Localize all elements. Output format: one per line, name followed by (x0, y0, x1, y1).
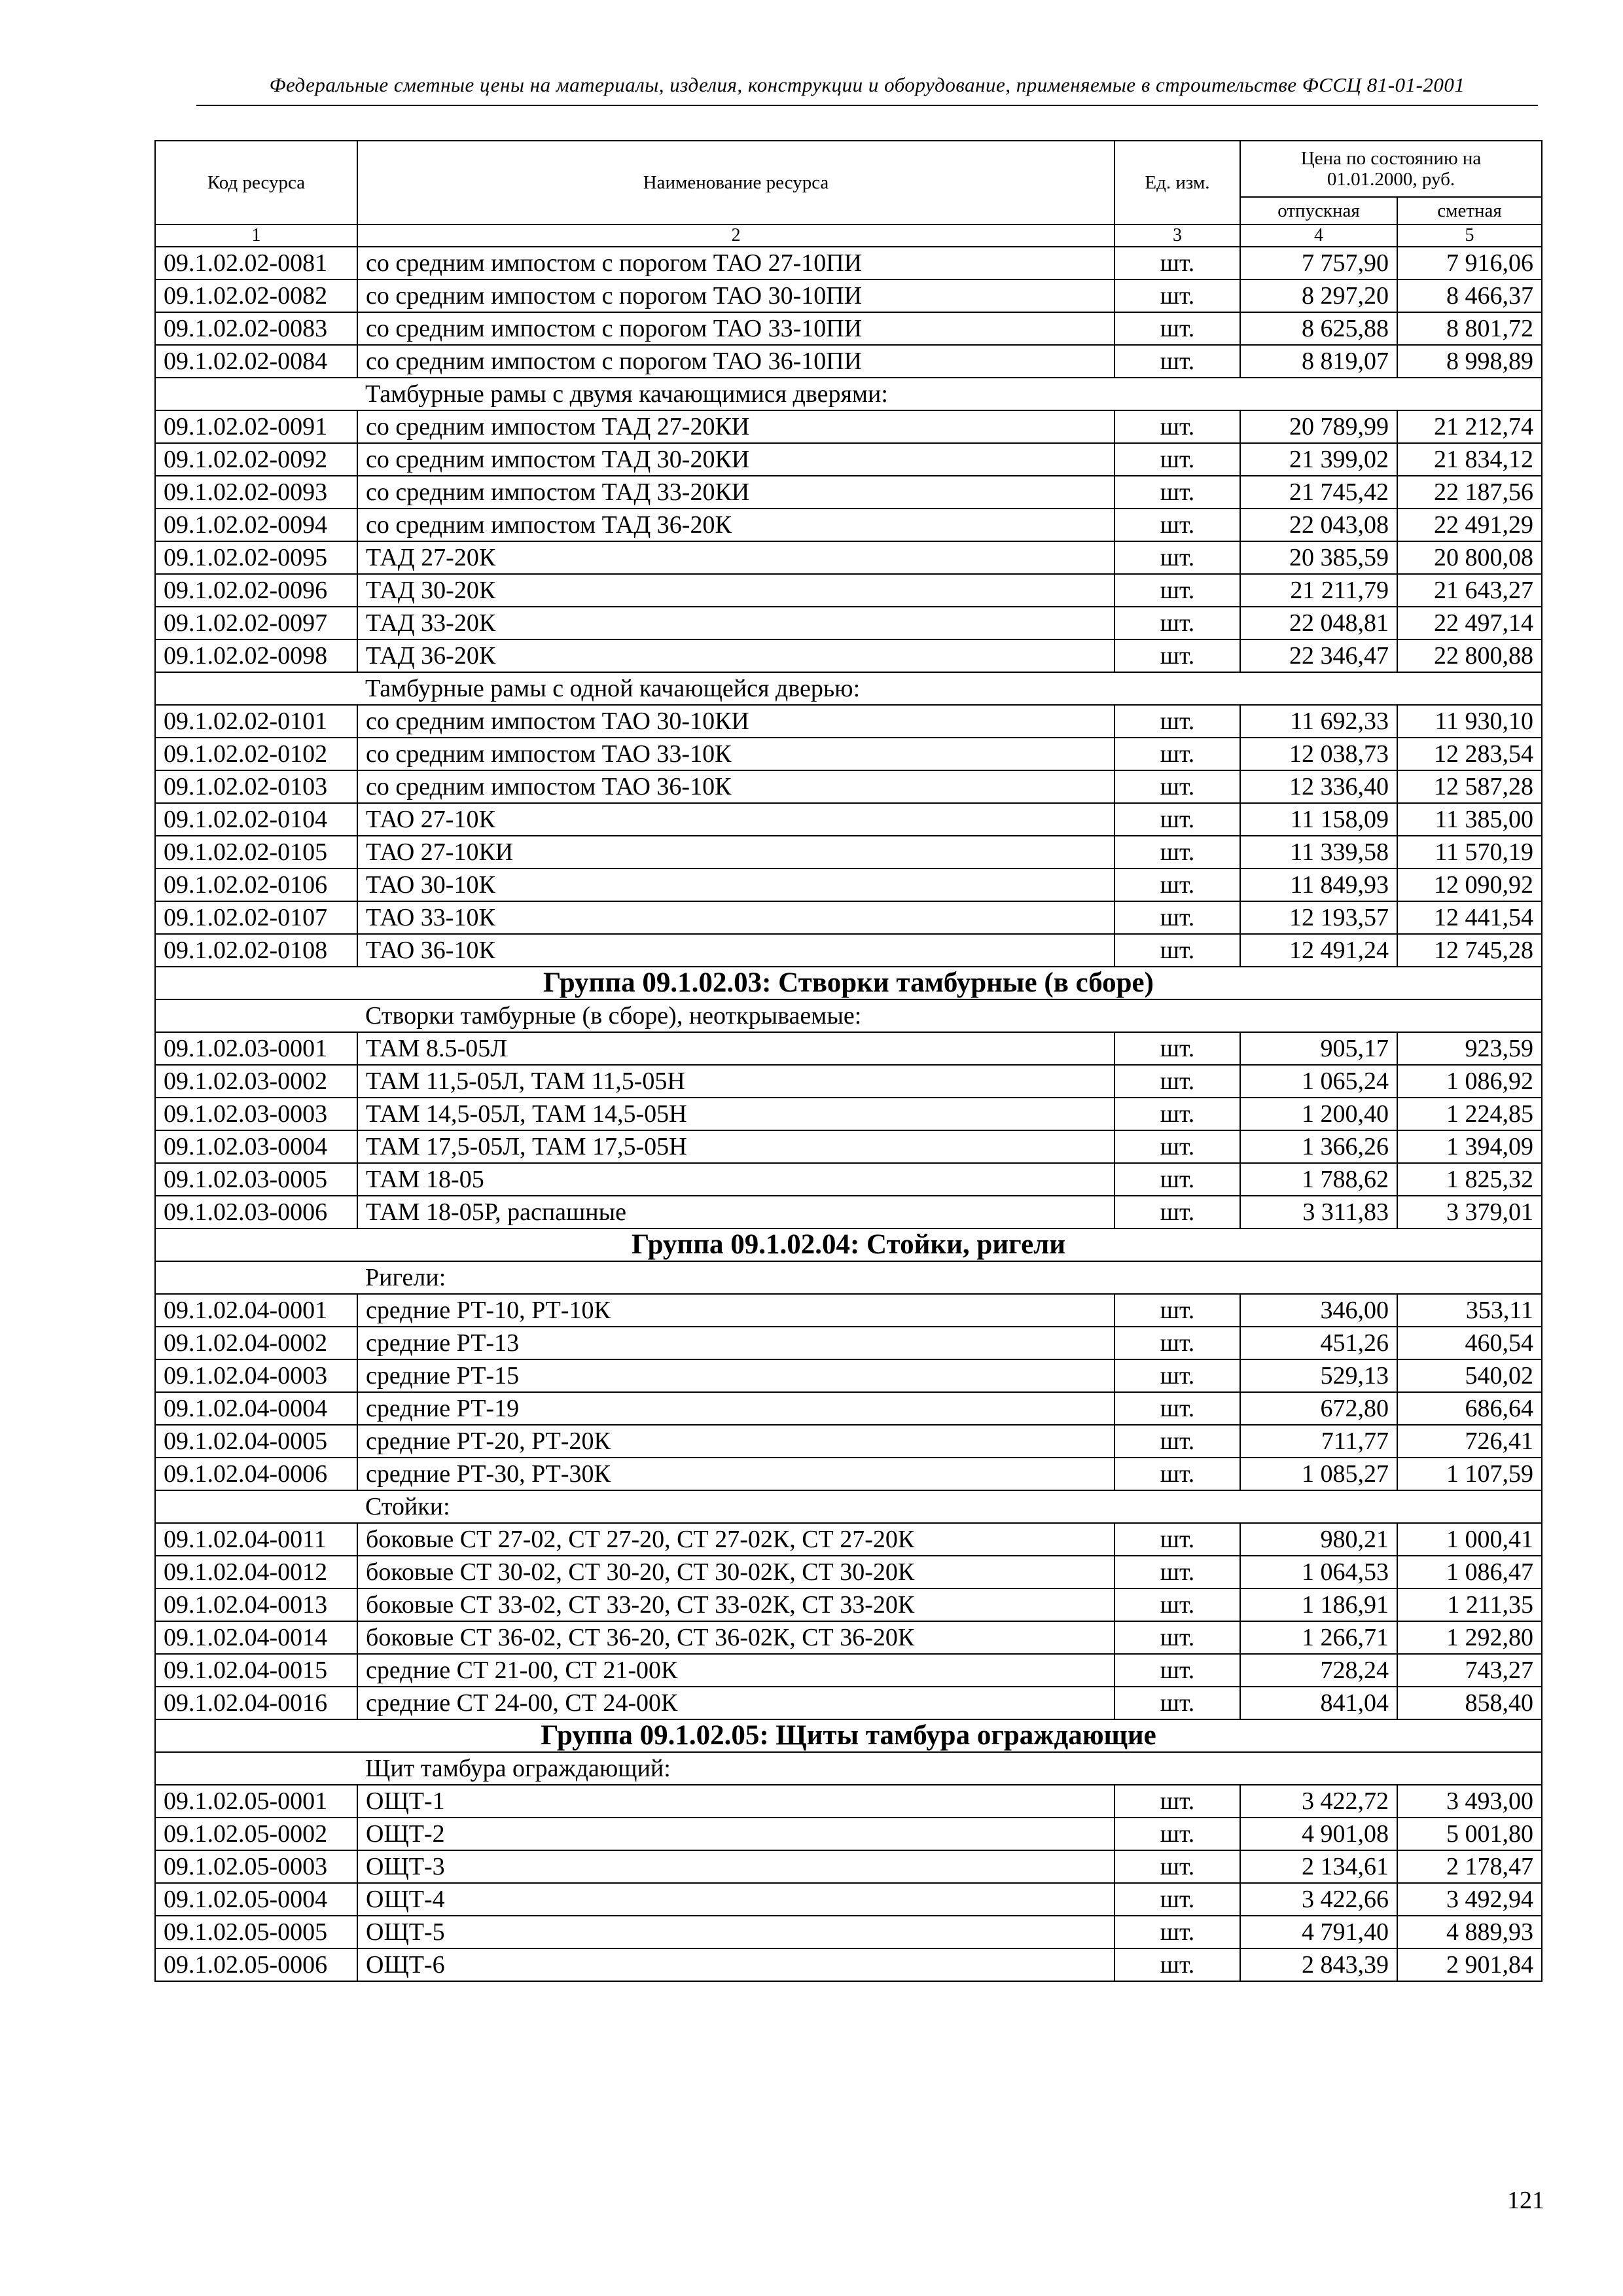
estimate-price: 12 283,54 (1397, 738, 1542, 770)
table-row (155, 705, 1542, 738)
unit-cell: шт. (1115, 345, 1240, 378)
section-subheading: Тамбурные рамы с одной качающейся дверью: (155, 672, 1542, 705)
release-price: 451,26 (1240, 1327, 1397, 1359)
resource-code: 09.1.02.05-0005 (155, 1916, 357, 1948)
estimate-price: 1 292,80 (1397, 1621, 1542, 1654)
release-price: 7 757,90 (1240, 247, 1397, 279)
release-price: 12 193,57 (1240, 901, 1397, 934)
unit-cell: шт. (1115, 639, 1240, 672)
table-row (155, 1425, 1542, 1458)
unit-cell: шт. (1115, 1065, 1240, 1098)
unit-cell: шт. (1115, 1130, 1240, 1163)
estimate-price: 3 492,94 (1397, 1883, 1542, 1916)
unit-cell: шт. (1115, 1621, 1240, 1654)
release-price: 905,17 (1240, 1032, 1397, 1065)
page-header: Федеральные сметные цены на материалы, изделия, конструкции и оборудование, применяемые в строительстве ФССЦ 81-01-2001 (269, 73, 1465, 96)
group-heading: Группа 09.1.02.03: Створки тамбурные (в сборе) (155, 967, 1542, 999)
unit-cell: шт. (1115, 443, 1240, 476)
resource-code: 09.1.02.02-0102 (155, 738, 357, 770)
table-row (155, 901, 1542, 934)
resource-code: 09.1.02.04-0014 (155, 1621, 357, 1654)
subheading-row (155, 1261, 1542, 1294)
release-price: 4 791,40 (1240, 1916, 1397, 1948)
table-row (155, 607, 1542, 639)
section-subheading: Щит тамбура ограждающий: (155, 1752, 1542, 1785)
group-heading-row (155, 1719, 1542, 1752)
resource-code: 09.1.02.03-0005 (155, 1163, 357, 1196)
resource-code: 09.1.02.02-0082 (155, 279, 357, 312)
estimate-price: 21 834,12 (1397, 443, 1542, 476)
table-row (155, 1130, 1542, 1163)
unit-cell: шт. (1115, 607, 1240, 639)
column-header-unit: Ед. изм. (1115, 141, 1240, 224)
release-price: 22 043,08 (1240, 509, 1397, 541)
resource-name: средние РТ-13 (357, 1327, 1115, 1359)
release-price: 21 211,79 (1240, 574, 1397, 607)
estimate-price: 1 825,32 (1397, 1163, 1542, 1196)
unit-cell: шт. (1115, 1687, 1240, 1719)
release-price: 980,21 (1240, 1523, 1397, 1556)
release-price: 20 385,59 (1240, 541, 1397, 574)
resource-name: ТАД 33-20К (357, 607, 1115, 639)
table-row (155, 738, 1542, 770)
resource-code: 09.1.02.04-0012 (155, 1556, 357, 1588)
unit-cell: шт. (1115, 509, 1240, 541)
unit-cell: шт. (1115, 869, 1240, 901)
resource-code: 09.1.02.02-0084 (155, 345, 357, 378)
release-price: 8 819,07 (1240, 345, 1397, 378)
release-price: 1 788,62 (1240, 1163, 1397, 1196)
release-price: 12 491,24 (1240, 934, 1397, 967)
resource-name: ТАО 27-10К (357, 803, 1115, 836)
resource-code: 09.1.02.02-0091 (155, 410, 357, 443)
column-number: 3 (1115, 224, 1240, 247)
resource-code: 09.1.02.03-0004 (155, 1130, 357, 1163)
table-row (155, 1098, 1542, 1130)
resource-name: ОЩТ-5 (357, 1916, 1115, 1948)
estimate-price: 2 178,47 (1397, 1850, 1542, 1883)
price-table (154, 140, 1543, 1982)
table-row (155, 279, 1542, 312)
column-number: 4 (1240, 224, 1397, 247)
table-row (155, 1196, 1542, 1229)
estimate-price: 5 001,80 (1397, 1818, 1542, 1850)
release-price: 1 085,27 (1240, 1458, 1397, 1490)
estimate-price: 1 000,41 (1397, 1523, 1542, 1556)
resource-code: 09.1.02.04-0005 (155, 1425, 357, 1458)
unit-cell: шт. (1115, 705, 1240, 738)
unit-cell: шт. (1115, 770, 1240, 803)
resource-code: 09.1.02.05-0006 (155, 1948, 357, 1981)
page-number: 121 (1507, 2187, 1544, 2214)
subheading-row (155, 378, 1542, 410)
resource-name: ТАО 36-10К (357, 934, 1115, 967)
header-divider (196, 105, 1538, 106)
resource-name: боковые СТ 30-02, СТ 30-20, СТ 30-02К, СТ 30-20К (357, 1556, 1115, 1588)
resource-code: 09.1.02.05-0001 (155, 1785, 357, 1818)
section-subheading: Стойки: (155, 1490, 1542, 1523)
release-price: 3 311,83 (1240, 1196, 1397, 1229)
resource-name: боковые СТ 33-02, СТ 33-20, СТ 33-02К, СТ 33-20К (357, 1588, 1115, 1621)
column-number: 1 (155, 224, 357, 247)
release-price: 1 186,91 (1240, 1588, 1397, 1621)
table-row (155, 1294, 1542, 1327)
release-price: 21 745,42 (1240, 476, 1397, 509)
resource-name: ТАМ 17,5-05Л, ТАМ 17,5-05Н (357, 1130, 1115, 1163)
estimate-price: 1 224,85 (1397, 1098, 1542, 1130)
estimate-price: 2 901,84 (1397, 1948, 1542, 1981)
group-heading: Группа 09.1.02.04: Стойки, ригели (155, 1229, 1542, 1261)
estimate-price: 1 211,35 (1397, 1588, 1542, 1621)
estimate-price: 1 086,92 (1397, 1065, 1542, 1098)
unit-cell: шт. (1115, 1196, 1240, 1229)
resource-name: ТАМ 14,5-05Л, ТАМ 14,5-05Н (357, 1098, 1115, 1130)
column-header-estimate: сметная (1397, 197, 1542, 224)
resource-name: боковые СТ 27-02, СТ 27-20, СТ 27-02К, СТ 27-20К (357, 1523, 1115, 1556)
unit-cell: шт. (1115, 1392, 1240, 1425)
column-header-price: Цена по состоянию на 01.01.2000, руб. (1240, 141, 1542, 197)
table-row (155, 443, 1542, 476)
unit-cell: шт. (1115, 476, 1240, 509)
resource-code: 09.1.02.04-0011 (155, 1523, 357, 1556)
estimate-price: 22 497,14 (1397, 607, 1542, 639)
unit-cell: шт. (1115, 1556, 1240, 1588)
unit-cell: шт. (1115, 1654, 1240, 1687)
resource-code: 09.1.02.04-0015 (155, 1654, 357, 1687)
resource-code: 09.1.02.02-0083 (155, 312, 357, 345)
resource-code: 09.1.02.02-0106 (155, 869, 357, 901)
resource-code: 09.1.02.02-0105 (155, 836, 357, 869)
unit-cell: шт. (1115, 1425, 1240, 1458)
resource-code: 09.1.02.02-0101 (155, 705, 357, 738)
unit-cell: шт. (1115, 738, 1240, 770)
estimate-price: 12 441,54 (1397, 901, 1542, 934)
table-row (155, 410, 1542, 443)
resource-name: ТАО 30-10К (357, 869, 1115, 901)
release-price: 3 422,66 (1240, 1883, 1397, 1916)
subheading-row (155, 1752, 1542, 1785)
estimate-price: 686,64 (1397, 1392, 1542, 1425)
resource-name: ТАД 30-20К (357, 574, 1115, 607)
table-header (155, 141, 1542, 247)
table-row (155, 1883, 1542, 1916)
resource-name: ОЩТ-6 (357, 1948, 1115, 1981)
resource-name: со средним импостом с порогом ТАО 33-10ПИ (357, 312, 1115, 345)
table-row (155, 639, 1542, 672)
resource-name: со средним импостом ТАО 36-10К (357, 770, 1115, 803)
resource-code: 09.1.02.02-0107 (155, 901, 357, 934)
estimate-price: 7 916,06 (1397, 247, 1542, 279)
release-price: 4 901,08 (1240, 1818, 1397, 1850)
section-subheading: Ригели: (155, 1261, 1542, 1294)
table-row (155, 345, 1542, 378)
resource-name: со средним импостом с порогом ТАО 27-10ПИ (357, 247, 1115, 279)
estimate-price: 1 086,47 (1397, 1556, 1542, 1588)
release-price: 711,77 (1240, 1425, 1397, 1458)
release-price: 20 789,99 (1240, 410, 1397, 443)
column-number: 5 (1397, 224, 1542, 247)
release-price: 11 692,33 (1240, 705, 1397, 738)
table-row (155, 1687, 1542, 1719)
estimate-price: 21 212,74 (1397, 410, 1542, 443)
release-price: 2 134,61 (1240, 1850, 1397, 1883)
resource-code: 09.1.02.04-0001 (155, 1294, 357, 1327)
table-row (155, 1163, 1542, 1196)
resource-code: 09.1.02.03-0003 (155, 1098, 357, 1130)
resource-name: ТАО 27-10КИ (357, 836, 1115, 869)
resource-code: 09.1.02.02-0092 (155, 443, 357, 476)
column-header-code: Код ресурса (155, 141, 357, 224)
release-price: 21 399,02 (1240, 443, 1397, 476)
resource-code: 09.1.02.04-0006 (155, 1458, 357, 1490)
release-price: 1 065,24 (1240, 1065, 1397, 1098)
section-subheading: Тамбурные рамы с двумя качающимися дверями: (155, 378, 1542, 410)
column-header-name: Наименование ресурса (357, 141, 1115, 224)
resource-code: 09.1.02.02-0081 (155, 247, 357, 279)
estimate-price: 12 587,28 (1397, 770, 1542, 803)
estimate-price: 726,41 (1397, 1425, 1542, 1458)
unit-cell: шт. (1115, 312, 1240, 345)
table-row (155, 1621, 1542, 1654)
estimate-price: 923,59 (1397, 1032, 1542, 1065)
table-row (155, 1359, 1542, 1392)
estimate-price: 11 570,19 (1397, 836, 1542, 869)
group-heading-row (155, 1229, 1542, 1261)
table-row (155, 1065, 1542, 1098)
resource-code: 09.1.02.02-0095 (155, 541, 357, 574)
estimate-price: 743,27 (1397, 1654, 1542, 1687)
resource-code: 09.1.02.02-0093 (155, 476, 357, 509)
resource-name: со средним импостом ТАД 30-20КИ (357, 443, 1115, 476)
resource-name: со средним импостом ТАД 36-20К (357, 509, 1115, 541)
resource-code: 09.1.02.02-0103 (155, 770, 357, 803)
resource-name: ТАМ 11,5-05Л, ТАМ 11,5-05Н (357, 1065, 1115, 1098)
unit-cell: шт. (1115, 1818, 1240, 1850)
group-heading-row (155, 967, 1542, 999)
resource-name: ОЩТ-1 (357, 1785, 1115, 1818)
resource-code: 09.1.02.03-0001 (155, 1032, 357, 1065)
release-price: 1 366,26 (1240, 1130, 1397, 1163)
table-row (155, 1032, 1542, 1065)
estimate-price: 460,54 (1397, 1327, 1542, 1359)
table-row (155, 1785, 1542, 1818)
release-price: 11 339,58 (1240, 836, 1397, 869)
resource-name: ТАМ 18-05 (357, 1163, 1115, 1196)
estimate-price: 22 800,88 (1397, 639, 1542, 672)
subheading-row (155, 1490, 1542, 1523)
table-row (155, 1916, 1542, 1948)
subheading-row (155, 999, 1542, 1032)
resource-code: 09.1.02.03-0002 (155, 1065, 357, 1098)
estimate-price: 1 107,59 (1397, 1458, 1542, 1490)
table-row (155, 770, 1542, 803)
unit-cell: шт. (1115, 1098, 1240, 1130)
unit-cell: шт. (1115, 247, 1240, 279)
unit-cell: шт. (1115, 1032, 1240, 1065)
resource-code: 09.1.02.02-0096 (155, 574, 357, 607)
unit-cell: шт. (1115, 1850, 1240, 1883)
table-row (155, 1654, 1542, 1687)
table-row (155, 574, 1542, 607)
estimate-price: 3 493,00 (1397, 1785, 1542, 1818)
resource-code: 09.1.02.02-0097 (155, 607, 357, 639)
resource-name: средние РТ-10, РТ-10К (357, 1294, 1115, 1327)
estimate-price: 540,02 (1397, 1359, 1542, 1392)
resource-code: 09.1.02.02-0108 (155, 934, 357, 967)
resource-name: ОЩТ-3 (357, 1850, 1115, 1883)
resource-name: ОЩТ-4 (357, 1883, 1115, 1916)
estimate-price: 22 187,56 (1397, 476, 1542, 509)
resource-name: средние РТ-20, РТ-20К (357, 1425, 1115, 1458)
table-row (155, 1818, 1542, 1850)
unit-cell: шт. (1115, 1523, 1240, 1556)
unit-cell: шт. (1115, 934, 1240, 967)
release-price: 8 297,20 (1240, 279, 1397, 312)
resource-name: ТАД 36-20К (357, 639, 1115, 672)
table-row (155, 836, 1542, 869)
resource-name: со средним импостом с порогом ТАО 30-10ПИ (357, 279, 1115, 312)
unit-cell: шт. (1115, 1883, 1240, 1916)
resource-name: ТАД 27-20К (357, 541, 1115, 574)
table-row (155, 476, 1542, 509)
resource-name: средние СТ 24-00, СТ 24-00К (357, 1687, 1115, 1719)
release-price: 529,13 (1240, 1359, 1397, 1392)
table-row (155, 803, 1542, 836)
resource-name: средние РТ-30, РТ-30К (357, 1458, 1115, 1490)
table-row (155, 1948, 1542, 1981)
estimate-price: 858,40 (1397, 1687, 1542, 1719)
resource-code: 09.1.02.05-0002 (155, 1818, 357, 1850)
resource-name: средние РТ-19 (357, 1392, 1115, 1425)
release-price: 11 158,09 (1240, 803, 1397, 836)
release-price: 11 849,93 (1240, 869, 1397, 901)
resource-name: средние РТ-15 (357, 1359, 1115, 1392)
section-subheading: Створки тамбурные (в сборе), неоткрываемые: (155, 999, 1542, 1032)
release-price: 8 625,88 (1240, 312, 1397, 345)
resource-code: 09.1.02.02-0104 (155, 803, 357, 836)
estimate-price: 4 889,93 (1397, 1916, 1542, 1948)
release-price: 1 064,53 (1240, 1556, 1397, 1588)
resource-name: ТАО 33-10К (357, 901, 1115, 934)
resource-code: 09.1.02.05-0004 (155, 1883, 357, 1916)
table-row (155, 1850, 1542, 1883)
resource-name: со средним импостом ТАО 33-10К (357, 738, 1115, 770)
release-price: 12 038,73 (1240, 738, 1397, 770)
group-heading: Группа 09.1.02.05: Щиты тамбура ограждающие (155, 1719, 1542, 1752)
unit-cell: шт. (1115, 1916, 1240, 1948)
unit-cell: шт. (1115, 901, 1240, 934)
unit-cell: шт. (1115, 1294, 1240, 1327)
release-price: 3 422,72 (1240, 1785, 1397, 1818)
unit-cell: шт. (1115, 803, 1240, 836)
unit-cell: шт. (1115, 574, 1240, 607)
release-price: 346,00 (1240, 1294, 1397, 1327)
unit-cell: шт. (1115, 1163, 1240, 1196)
release-price: 728,24 (1240, 1654, 1397, 1687)
resource-code: 09.1.02.02-0098 (155, 639, 357, 672)
estimate-price: 8 801,72 (1397, 312, 1542, 345)
unit-cell: шт. (1115, 410, 1240, 443)
table-row (155, 1556, 1542, 1588)
release-price: 2 843,39 (1240, 1948, 1397, 1981)
unit-cell: шт. (1115, 1359, 1240, 1392)
unit-cell: шт. (1115, 1327, 1240, 1359)
resource-code: 09.1.02.03-0006 (155, 1196, 357, 1229)
estimate-price: 8 466,37 (1397, 279, 1542, 312)
resource-code: 09.1.02.04-0004 (155, 1392, 357, 1425)
release-price: 1 266,71 (1240, 1621, 1397, 1654)
estimate-price: 11 385,00 (1397, 803, 1542, 836)
table-row (155, 1458, 1542, 1490)
unit-cell: шт. (1115, 1948, 1240, 1981)
estimate-price: 8 998,89 (1397, 345, 1542, 378)
estimate-price: 353,11 (1397, 1294, 1542, 1327)
resource-code: 09.1.02.05-0003 (155, 1850, 357, 1883)
unit-cell: шт. (1115, 836, 1240, 869)
resource-name: ОЩТ-2 (357, 1818, 1115, 1850)
estimate-price: 11 930,10 (1397, 705, 1542, 738)
column-header-release: отпускная (1240, 197, 1397, 224)
resource-code: 09.1.02.04-0013 (155, 1588, 357, 1621)
table-row (155, 1327, 1542, 1359)
unit-cell: шт. (1115, 1785, 1240, 1818)
table-row (155, 869, 1542, 901)
resource-code: 09.1.02.04-0016 (155, 1687, 357, 1719)
unit-cell: шт. (1115, 279, 1240, 312)
resource-code: 09.1.02.04-0002 (155, 1327, 357, 1359)
release-price: 22 048,81 (1240, 607, 1397, 639)
estimate-price: 3 379,01 (1397, 1196, 1542, 1229)
table-row (155, 509, 1542, 541)
estimate-price: 12 745,28 (1397, 934, 1542, 967)
estimate-price: 12 090,92 (1397, 869, 1542, 901)
resource-name: со средним импостом ТАД 27-20КИ (357, 410, 1115, 443)
unit-cell: шт. (1115, 1458, 1240, 1490)
resource-name: ТАМ 8.5-05Л (357, 1032, 1115, 1065)
resource-code: 09.1.02.04-0003 (155, 1359, 357, 1392)
release-price: 12 336,40 (1240, 770, 1397, 803)
table-row (155, 541, 1542, 574)
resource-name: со средним импостом ТАО 30-10КИ (357, 705, 1115, 738)
table-row (155, 1523, 1542, 1556)
table-body (155, 247, 1542, 1981)
release-price: 672,80 (1240, 1392, 1397, 1425)
resource-name: средние СТ 21-00, СТ 21-00К (357, 1654, 1115, 1687)
estimate-price: 20 800,08 (1397, 541, 1542, 574)
resource-name: ТАМ 18-05Р, распашные (357, 1196, 1115, 1229)
estimate-price: 22 491,29 (1397, 509, 1542, 541)
estimate-price: 21 643,27 (1397, 574, 1542, 607)
unit-cell: шт. (1115, 541, 1240, 574)
resource-name: боковые СТ 36-02, СТ 36-20, СТ 36-02К, СТ 36-20К (357, 1621, 1115, 1654)
estimate-price: 1 394,09 (1397, 1130, 1542, 1163)
table-row (155, 934, 1542, 967)
table-row (155, 312, 1542, 345)
subheading-row (155, 672, 1542, 705)
release-price: 841,04 (1240, 1687, 1397, 1719)
resource-name: со средним импостом ТАД 33-20КИ (357, 476, 1115, 509)
release-price: 1 200,40 (1240, 1098, 1397, 1130)
table-row (155, 1588, 1542, 1621)
resource-code: 09.1.02.02-0094 (155, 509, 357, 541)
resource-name: со средним импостом с порогом ТАО 36-10ПИ (357, 345, 1115, 378)
release-price: 22 346,47 (1240, 639, 1397, 672)
table-row (155, 247, 1542, 279)
table-row (155, 1392, 1542, 1425)
column-number: 2 (357, 224, 1115, 247)
unit-cell: шт. (1115, 1588, 1240, 1621)
